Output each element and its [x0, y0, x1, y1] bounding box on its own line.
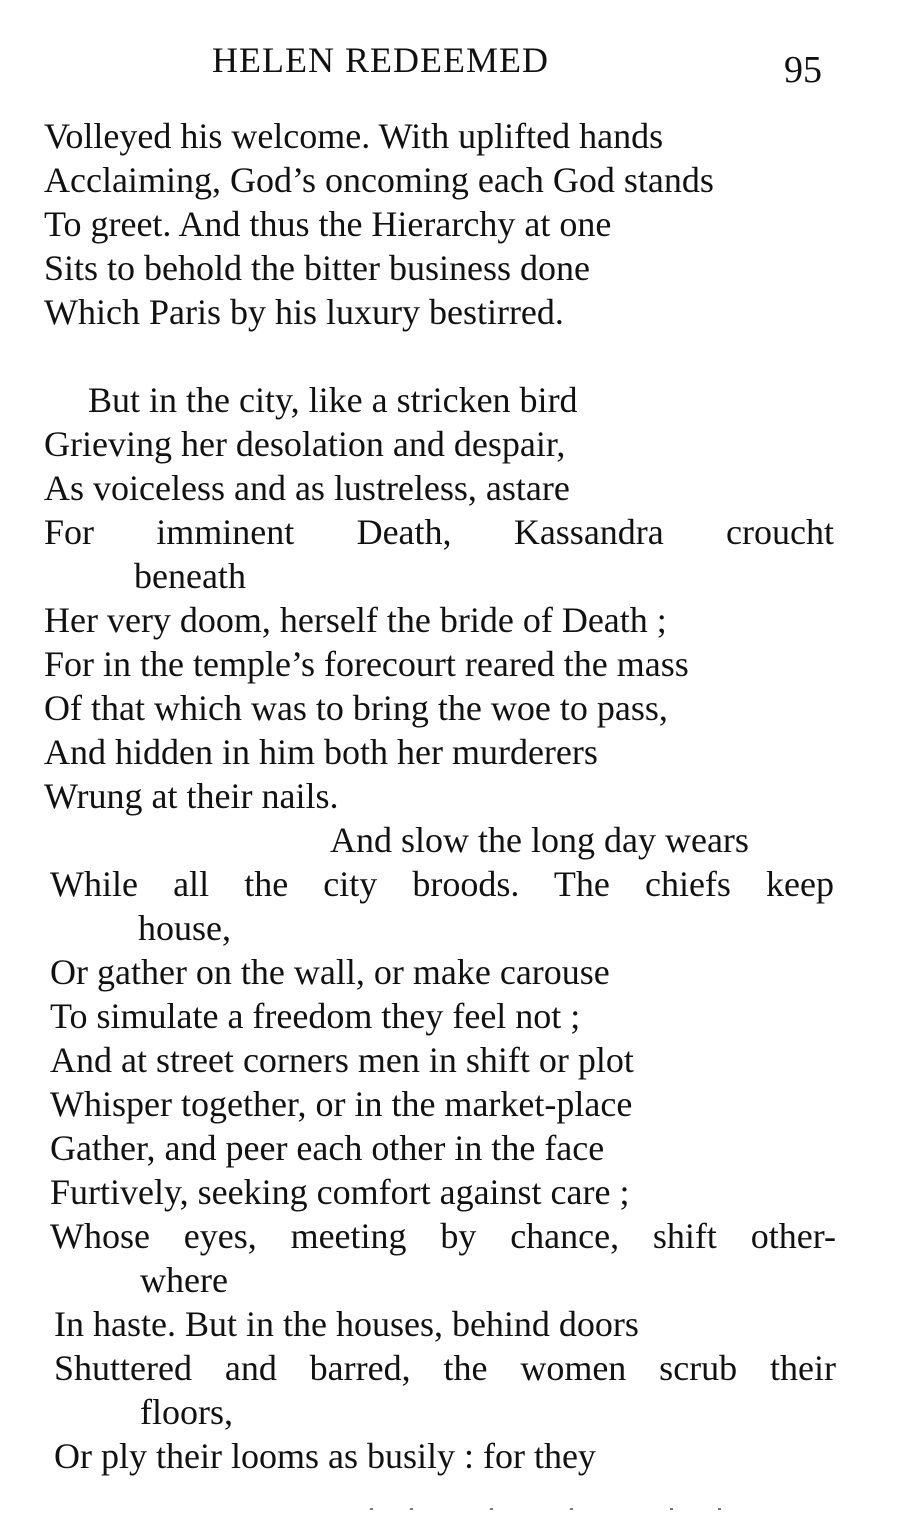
poem-line: Or ply their looms as busily : for they: [54, 1436, 596, 1476]
poem-line-continuation: beneath: [134, 556, 246, 596]
poem-line: As voiceless and as lustreless, astare: [44, 468, 570, 508]
poem-line: In haste. But in the houses, behind doors: [54, 1304, 639, 1344]
poem-line: For in the temple’s forecourt reared the mass: [44, 644, 689, 684]
scan-specks: [370, 1508, 730, 1511]
poem-line: Her very doom, herself the bride of Death ;: [44, 600, 667, 640]
poem-line: Shuttered and barred, the women scrub their: [54, 1348, 836, 1388]
poem-line-continuation: where: [140, 1260, 228, 1300]
poem-line: Whisper together, or in the market-place: [50, 1084, 633, 1124]
poem-line: And slow the long day wears: [330, 820, 749, 860]
poem-line: Gather, and peer each other in the face: [50, 1128, 605, 1168]
poem-line: Or gather on the wall, or make carouse: [50, 952, 610, 992]
poem-line: Which Paris by his luxury bestirred.: [44, 292, 564, 332]
poem-line-continuation: floors,: [140, 1392, 233, 1432]
poem-line: But in the city, like a stricken bird: [88, 380, 578, 420]
poem-line-continuation: house,: [138, 908, 231, 948]
running-title: HELEN REDEEMED: [212, 40, 549, 80]
poem-line: And at street corners men in shift or plot: [50, 1040, 634, 1080]
poem-line: To simulate a freedom they feel not ;: [50, 996, 581, 1036]
poem-line: Furtively, seeking comfort against care ;: [50, 1172, 630, 1212]
page-number: 95: [784, 49, 822, 91]
poem-line: While all the city broods. The chiefs keep: [50, 864, 834, 904]
poem-line: And hidden in him both her murderers: [44, 732, 598, 772]
poem-line: To greet. And thus the Hierarchy at one: [44, 204, 612, 244]
poem-line: Volleyed his welcome. With uplifted hands: [44, 116, 664, 156]
poem-line: For imminent Death, Kassandra croucht: [44, 512, 834, 552]
poem-line: Grieving her desolation and despair,: [44, 424, 566, 464]
poem-line: Whose eyes, meeting by chance, shift other-: [50, 1216, 836, 1256]
poem-line: Of that which was to bring the woe to pass,: [44, 688, 668, 728]
poem-line: Wrung at their nails.: [44, 776, 339, 816]
poem-line: Sits to behold the bitter business done: [44, 248, 590, 288]
poem-line: Acclaiming, God’s oncoming each God stands: [44, 160, 714, 200]
